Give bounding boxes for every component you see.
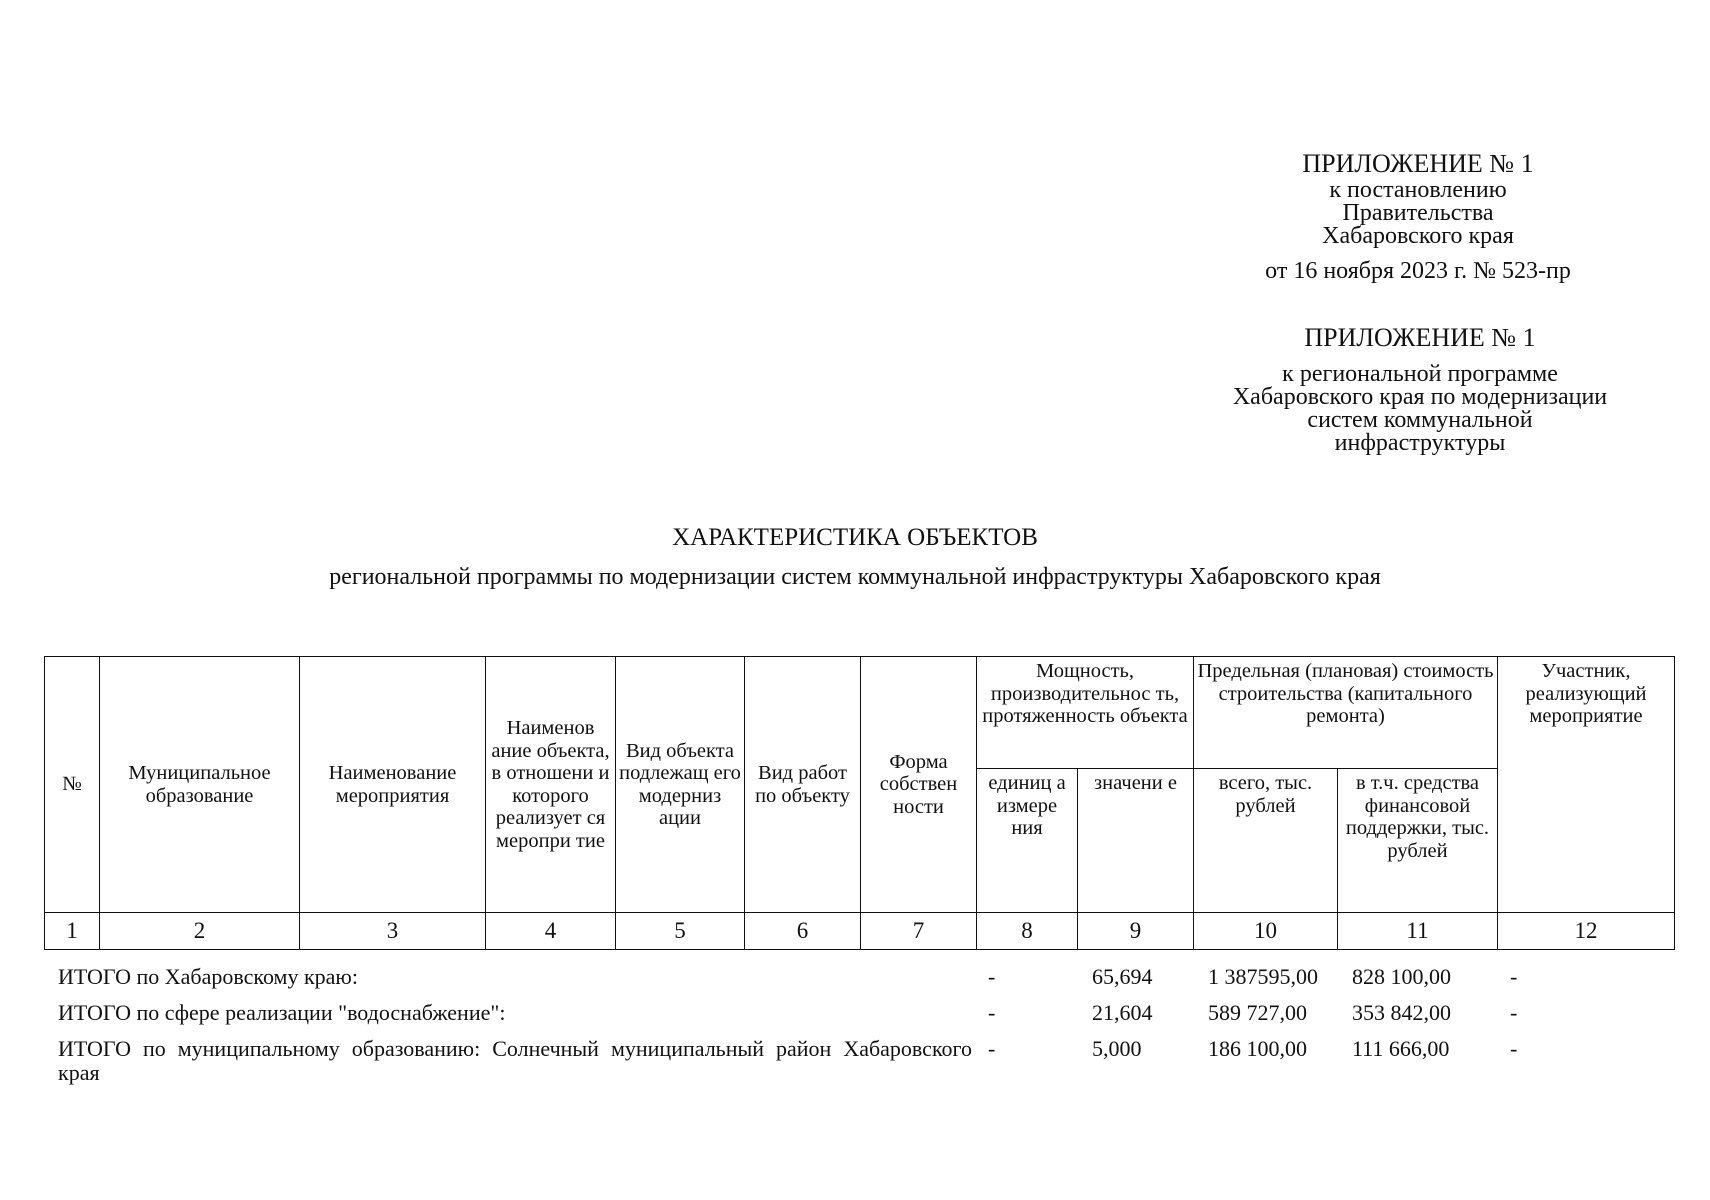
totals-cost-total: 186 100,00 xyxy=(1208,1036,1307,1061)
appendix-date: от 16 ноября 2023 г. № 523-пр xyxy=(1265,258,1571,284)
totals-participant: - xyxy=(1510,1000,1518,1025)
totals-participant: - xyxy=(1510,964,1518,989)
appendix-title: ПРИЛОЖЕНИЕ № 1 xyxy=(1302,149,1534,178)
column-number: 3 xyxy=(300,913,486,950)
column-number: 12 xyxy=(1498,913,1675,950)
appendix-program-block xyxy=(1170,323,1670,456)
col-header-value: значени е xyxy=(1078,769,1194,913)
objects-table xyxy=(44,656,1675,950)
col-header-participant: Участник, реализующий мероприятие xyxy=(1498,657,1675,913)
totals-cost-support: 353 842,00 xyxy=(1352,1000,1451,1025)
col-header-unit: единиц а измере ния xyxy=(977,769,1078,913)
column-number: 6 xyxy=(745,913,861,950)
column-number: 9 xyxy=(1078,913,1194,950)
column-number: 2 xyxy=(100,913,300,950)
totals-value: 65,694 xyxy=(1092,964,1153,989)
column-number: 5 xyxy=(616,913,745,950)
appendix-title: ПРИЛОЖЕНИЕ № 1 xyxy=(1304,323,1536,352)
col-header-cost-total: всего, тыс. рублей xyxy=(1194,769,1338,913)
col-header-capacity: Мощность, производительнос ть, протяженность объекта xyxy=(977,657,1194,769)
document-subtitle: региональной программы по модернизации систем коммунальной инфраструктуры Хабаровского края xyxy=(329,564,1381,590)
column-number: 10 xyxy=(1194,913,1338,950)
column-number: 8 xyxy=(977,913,1078,950)
totals-value: 21,604 xyxy=(1092,1000,1153,1025)
appendix-resolution-block xyxy=(1218,149,1618,284)
totals-participant: - xyxy=(1510,1036,1518,1061)
appendix-line: систем коммунальной xyxy=(1307,407,1533,433)
appendix-line: Хабаровского края xyxy=(1322,223,1514,249)
col-header-municipality: Муниципальное образование xyxy=(100,657,300,913)
totals-label: ИТОГО по муниципальному образованию: Солнечный муниципальный район Хабаровского края xyxy=(58,1036,972,1085)
col-header-cost: Предельная (плановая) стоимость строительства (капитального ремонта) xyxy=(1194,657,1498,769)
totals-cost-support: 111 666,00 xyxy=(1352,1036,1450,1061)
col-header-ownership: Форма собствен ности xyxy=(861,657,977,913)
col-header-work-type: Вид работ по объекту xyxy=(745,657,861,913)
appendix-line: инфраструктуры xyxy=(1334,430,1506,456)
totals-unit: - xyxy=(988,1000,996,1025)
column-number: 11 xyxy=(1338,913,1498,950)
appendix-line: Правительства xyxy=(1342,200,1494,226)
totals-label: ИТОГО по Хабаровскому краю: xyxy=(58,964,358,989)
col-header-object-name: Наименов ание объекта, в отношени и которого реализует ся меропри тие xyxy=(486,657,616,913)
appendix-line: Хабаровского края по модернизации xyxy=(1232,384,1608,410)
col-header-cost-support: в т.ч. средства финансовой поддержки, тыс. рублей xyxy=(1338,769,1498,913)
column-number: 4 xyxy=(486,913,616,950)
totals-cost-total: 589 727,00 xyxy=(1208,1000,1307,1025)
col-header-measure: Наименование мероприятия xyxy=(300,657,486,913)
totals-cost-support: 828 100,00 xyxy=(1352,964,1451,989)
column-number: 7 xyxy=(861,913,977,950)
totals-unit: - xyxy=(988,1036,996,1061)
column-numbers-row xyxy=(45,913,1675,950)
document-title: ХАРАКТЕРИСТИКА ОБЪЕКТОВ xyxy=(672,524,1038,551)
appendix-line: к постановлению xyxy=(1329,177,1507,203)
col-header-number: № xyxy=(45,657,100,913)
totals-cost-total: 1 387595,00 xyxy=(1208,964,1318,989)
totals-label: ИТОГО по сфере реализации "водоснабжение": xyxy=(58,1000,506,1025)
totals-unit: - xyxy=(988,964,996,989)
totals-value: 5,000 xyxy=(1092,1036,1142,1061)
column-number: 1 xyxy=(45,913,100,950)
col-header-object-type: Вид объекта подлежащ его модерниз ации xyxy=(616,657,745,913)
appendix-line: к региональной программе xyxy=(1282,361,1558,387)
